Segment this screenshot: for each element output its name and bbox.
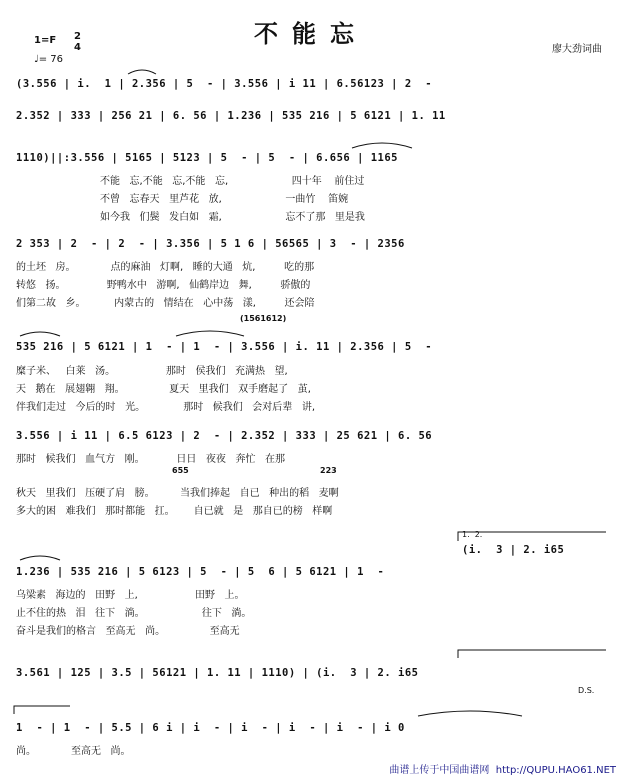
notation-row: 2 353 | 2 - | 2 - | 3.356 | 5 1 6 | 56565 | 3 - | 2356	[16, 238, 405, 250]
lyric-line: 多大的困 难我们 那时都能 扛。 自已就 是 那自已的榜 样啊	[16, 506, 333, 517]
slur-mark	[128, 70, 156, 74]
dal-segno-marker: D.S.	[578, 686, 595, 695]
notation-row: 535 216 | 5 6121 | 1 - | 1 - | 3.556 | i. 11 | 2.356 | 5 -	[16, 341, 433, 353]
notation-row: 3.561 | 125 | 3.5 | 56121 | 1. 11 | 1110) | (i. 3 | 2. i65	[16, 667, 419, 679]
lyric-line: 的土坯 房。 点的麻油 灯啊, 睡的大通 炕, 吃的那	[16, 262, 315, 273]
slur-mark	[418, 711, 522, 716]
tempo-marking: ♩= 76	[34, 54, 63, 65]
ossia-notes: 655	[172, 466, 189, 475]
lyric-line: 不曾 忘春天 里芦花 放, 一曲竹 笛婉	[100, 194, 349, 205]
lyric-line: 如今我 们鬓 发白如 霜, 忘不了那 里是我	[100, 212, 365, 223]
page-title: 不能忘	[254, 20, 368, 48]
key-signature: 1=F	[34, 35, 57, 46]
notation-row: 1 - | 1 - | 5.5 | 6 i | i - | i - | i - | i - | i 0	[16, 722, 405, 734]
slur-mark	[176, 331, 244, 336]
lyric-line: 糜子米、 白莱 汤。 那时 侯我们 充满热 望,	[16, 366, 288, 377]
lyric-line: 天 鹅在 展翅翱 翔。 夏天 里我们 双手磨起了 茧,	[16, 384, 311, 395]
lyric-line: 止不住的热 泪 往下 淌。 往下 淌。	[16, 608, 252, 619]
lyric-line: 乌梁素 海边的 田野 上, 田野 上。	[16, 590, 245, 601]
notation-row: (i. 3 | 2. i65	[462, 544, 565, 556]
parenthetical-notes: (1561612)	[240, 314, 287, 323]
volta-markers: 1. 2.	[462, 530, 483, 539]
composer-credit: 廖大劲词曲	[552, 44, 602, 55]
lyric-line: 伴我们走过 今后的时 光。 那时 候我们 会对后辈 讲,	[16, 402, 316, 413]
time-signature-top: 2	[74, 31, 81, 42]
notation-row: 1.236 | 535 216 | 5 6123 | 5 - | 5 6 | 5 6121 | 1 -	[16, 566, 385, 578]
slur-mark	[352, 143, 412, 148]
lyric-line: 尚。 至高无 尚。	[16, 746, 131, 757]
lyric-line: 那时 候我们 血气方 刚。 日日 夜夜 奔忙 在那	[16, 454, 286, 465]
volta-bracket	[458, 650, 606, 658]
lyric-line: 转悠 扬。 野鸭水中 游啊, 仙鹤岸边 舞, 骄傲的	[16, 280, 311, 291]
footer-credit: 曲谱上传于中国曲谱网 http://QUPU.HAO61.NET	[389, 765, 616, 776]
slur-mark	[20, 332, 60, 336]
notation-row: 1110)||:3.556 | 5165 | 5123 | 5 - | 5 - | 6.656 | 1165	[16, 152, 399, 164]
lyric-line: 奋斗是我们的格言 至高无 尚。 至高无	[16, 626, 240, 637]
volta-bracket	[458, 532, 606, 541]
notation-row: 3.556 | i 11 | 6.5 6123 | 2 - | 2.352 | 333 | 25 621 | 6. 56	[16, 430, 433, 442]
time-signature-bottom: 4	[74, 42, 81, 53]
lyric-line: 不能 忘,不能 忘,不能 忘, 四十年 前住过	[100, 176, 365, 187]
notation-row: 2.352 | 333 | 256 21 | 6. 56 | 1.236 | 535 216 | 5 6121 | 1. 11	[16, 110, 446, 122]
coda-bracket	[14, 706, 70, 714]
notation-row: (3.556 | i. 1 | 2.356 | 5 - | 3.556 | i 11 | 6.56123 | 2 -	[16, 78, 433, 90]
slur-mark	[20, 556, 60, 560]
ossia-notes: 223	[320, 466, 337, 475]
lyric-line: 秋天 里我们 压硬了肩 膀。 当我们捧起 自已 种出的稻 麦啊	[16, 488, 339, 499]
lyric-line: 们第二故 乡。 内蒙古的 情结在 心中荡 漾, 还会陪	[16, 298, 315, 309]
